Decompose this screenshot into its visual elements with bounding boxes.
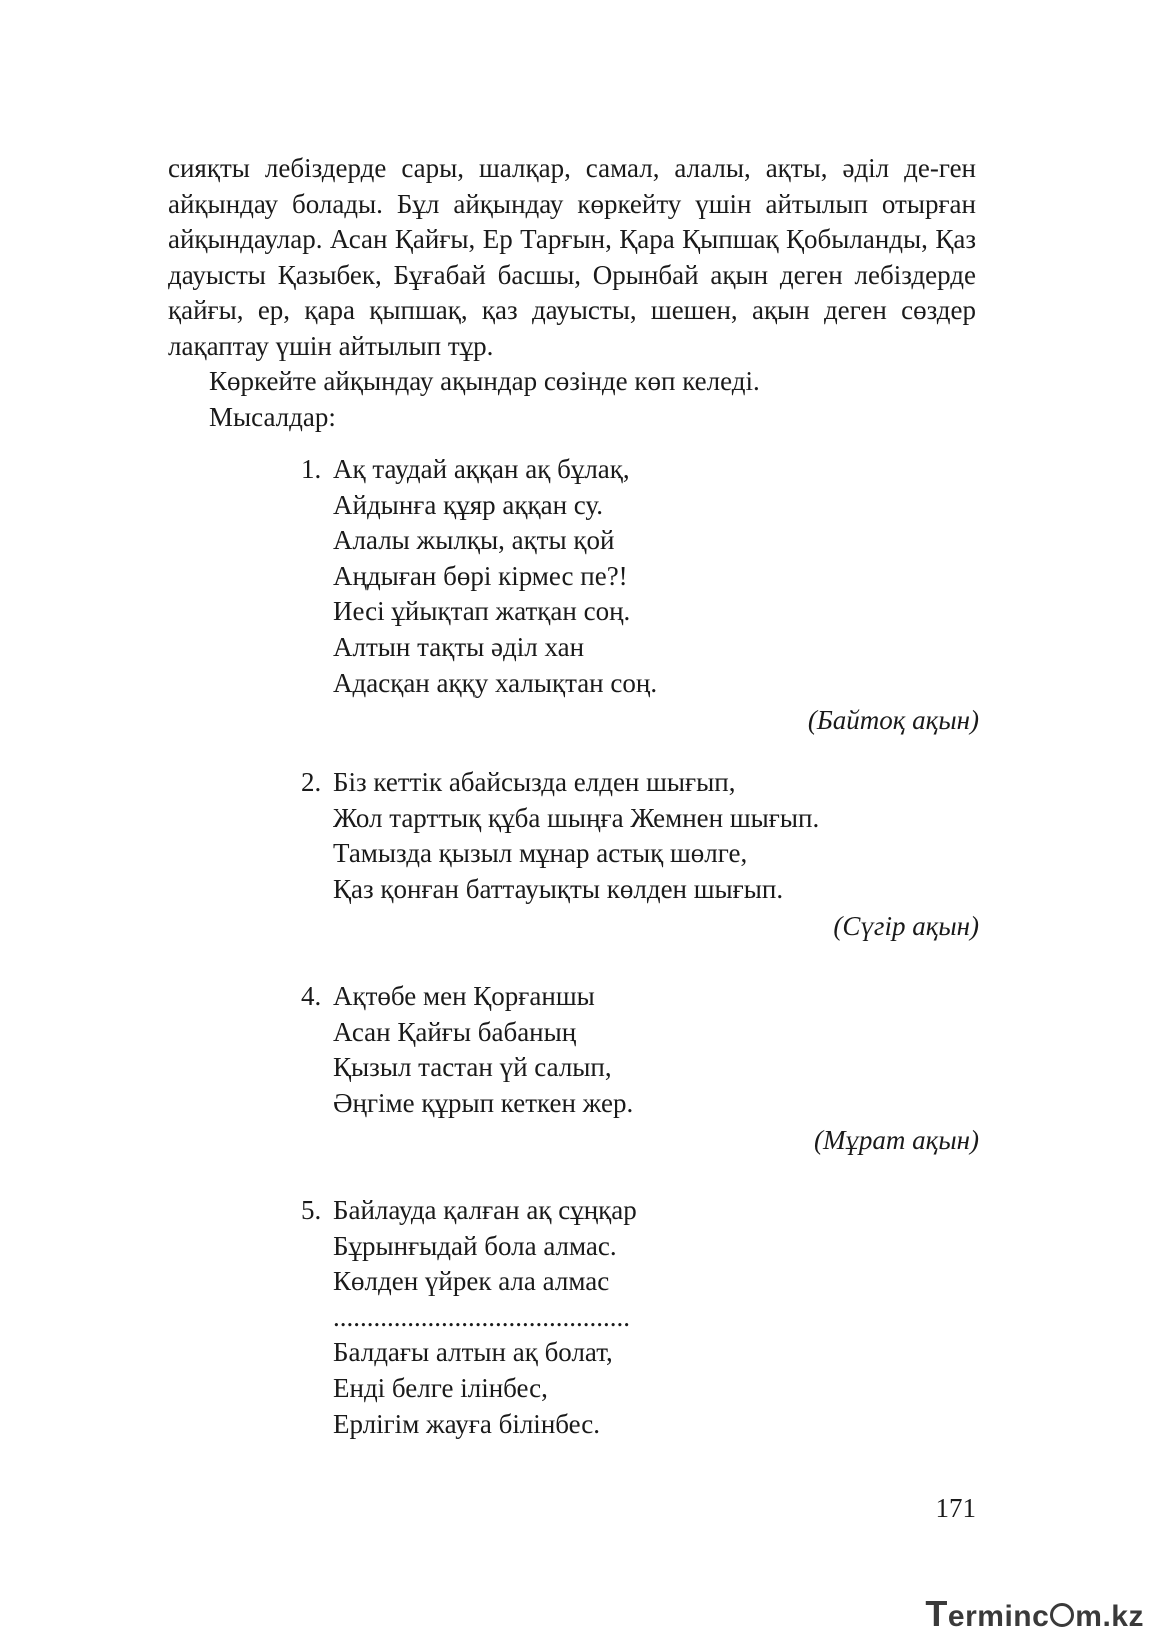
poem-line: Енді белге ілінбес, <box>333 1372 548 1403</box>
main-text <box>168 151 976 435</box>
poem-line: Айдынға құяр аққан су. <box>333 489 603 520</box>
poem-2 <box>301 765 979 945</box>
poem-number: 2. <box>301 767 322 797</box>
poem-author: (Сүгір ақын) <box>833 911 979 942</box>
poem-line: Байлауда қалған ақ сұңқар <box>333 1195 637 1225</box>
poem-3 <box>301 979 979 1159</box>
poem-line: Алалы жылқы, ақты қой <box>333 525 615 556</box>
page-number: 171 <box>935 1493 976 1523</box>
poem-number: 4. <box>301 981 322 1011</box>
poem-line: Ерлігім жауға білінбес. <box>333 1408 601 1439</box>
poem-line: Біз кеттік абайсызда елден шығып, <box>333 767 736 797</box>
poem-line: Көлден үйрек ала алмас <box>333 1266 610 1297</box>
poem-line: Жол тарттық құба шыңға Жемнен шығып. <box>333 802 820 833</box>
poem-line: Қызыл тастан үй салып, <box>333 1052 612 1083</box>
watermark-logo <box>925 1593 1144 1635</box>
watermark-part1: erminc <box>947 1600 1050 1633</box>
poem-line: Иесі ұйықтап жатқан соң. <box>333 596 631 627</box>
poem-4 <box>301 1193 979 1442</box>
poem-1 <box>301 452 979 739</box>
poem-line: Тамызда қызыл мұнар астық шөлге, <box>333 838 748 869</box>
poem-number: 1. <box>301 454 322 484</box>
watermark-part2: m.kz <box>1075 1600 1144 1633</box>
poem-line: Аңдыған бөрі кірмес пе?! <box>333 560 628 591</box>
poem-line: Асан Қайғы бабаның <box>333 1016 577 1047</box>
poem-author: (Байтоқ ақын) <box>807 705 979 736</box>
poem-line: Адасқан аққу халықтан соң. <box>333 667 658 698</box>
paragraph-3: Мысалдар: <box>209 401 336 432</box>
poem-line: Ақтөбе мен Қорғаншы <box>333 981 595 1011</box>
paragraph-1: сияқты лебіздерде сары, шалқар, самал, алалы, ақты, әділ де-ген айқындау болады. Бұл айқындау көркейту үшін айтылып отырған айқындаулар. Асан Қайғы, Ер Тарғын, Қара Қыпшақ Қобыланды, Қаз дауысты Қазыбек, Бұғабай басшы, Орынбай ақын деген лебіздерде қайғы, ер, қара қыпшақ, қаз дауысты, шешен, ақын деген сөздер лақаптау үшін айтылып тұр. <box>168 153 976 361</box>
poem-author: (Мұрат ақын) <box>813 1125 979 1156</box>
poem-ellipsis-line: ............................................ <box>333 1301 630 1332</box>
poem-line: Алтын тақты әділ хан <box>333 631 585 662</box>
poem-line: Бұрынғыдай бола алмас. <box>333 1230 617 1261</box>
poem-line: Әңгіме құрып кеткен жер. <box>333 1087 634 1118</box>
magnifier-icon <box>1050 1603 1074 1627</box>
poem-line: Балдағы алтын ақ болат, <box>333 1337 613 1368</box>
poem-line: Ақ таудай аққан ақ бұлақ, <box>333 454 630 484</box>
poem-number: 5. <box>301 1195 322 1225</box>
watermark-t: T <box>925 1593 948 1634</box>
poem-line: Қаз қонған баттауықты көлден шығып. <box>333 873 784 904</box>
paragraph-2: Көркейте айқындау ақындар сөзінде көп келеді. <box>209 366 760 396</box>
